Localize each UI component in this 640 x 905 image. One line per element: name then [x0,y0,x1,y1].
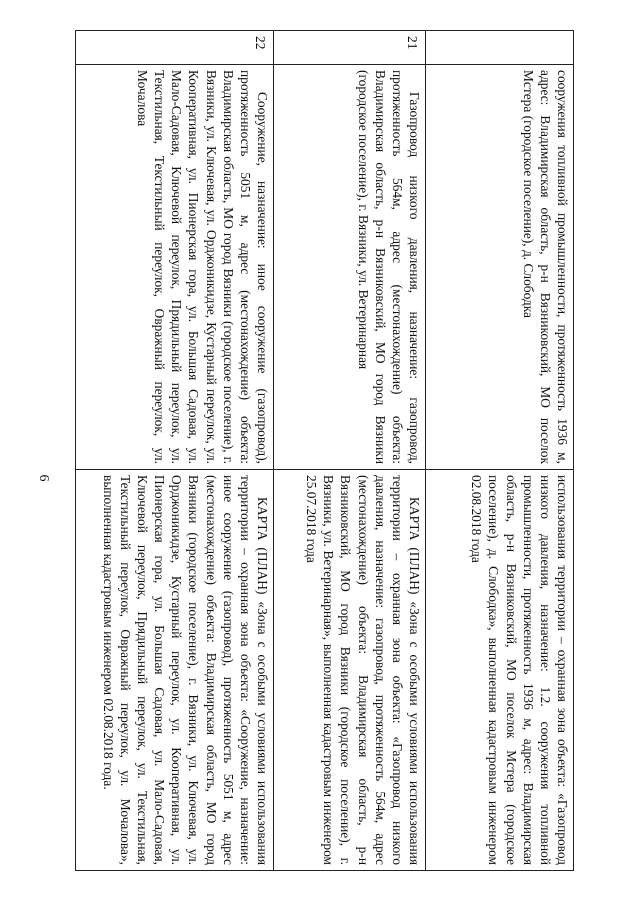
zone-document-cell [274,470,426,871]
object-description-cell [426,65,574,470]
page-number: 6 [36,474,51,482]
table-row [426,31,574,871]
object-description-cell [274,65,426,470]
object-description-cell [76,65,274,470]
object-description: Сооружение, назначение: иное сооружение (газопровод), протяженность 5051 м, адрес (местонахождение) объекта: Владимирская область, МО город Вязники (городское поселение), г. Вязники, ул. Ключевая, ул. Орджоникидзе, Кустарный переулок, ул. Кооперативная, ул. Пионерская гора, ул. Большая Садовая, ул. Мало-Садовая, Ключевой переулок, Прядильный переулок, ул. Текстильная, Текстильный переулок, Овражный переулок, ул. Мочалова [134,70,270,464]
registry-table [75,30,574,871]
row-number-cell [426,31,574,65]
table-row [274,31,426,871]
zone-document-text: КАРТА (ПЛАН) «Зона с особыми условиями использования территории – охранная зона объекта: «Газопровод низкого давления, назначение: газопровод, протяженность 564м, адрес (местонахождение) объекта: Владимирская область, р-н Вязниковский, МО город Вязники (городское поселение), г. Вязники, ул. Ветеринарная», выполненная кадастровым инженером 25.07.2018 года [304,475,422,865]
zone-document-text: использования территории – охранная зона объекта: «Газопровод низкого давления, назначение: 1.2. сооружения топливной промышленности, протяженность 1936 м, адрес: Владимирская область, р-н Вязниковский, МО поселок Мстера (городское поселение), д. Слободка», выполненная кадастровым инженером 02.08.2018 года [469,475,570,865]
rotated-table-wrapper [76,30,574,870]
zone-document-cell [76,470,274,871]
row-number-cell: 22 [76,31,274,65]
table-row [76,31,274,871]
zone-document-text: КАРТА (ПЛАН) «Зона с особыми условиями использования территории – охранная зона объекта: «Сооружение, назначение: иное сооружение (газопровод), протяженность 5051 м, адрес (местонахождение) объекта: Владимирская область, МО город Вязники (городское поселение), г. Вязники, ул. Ключевая, ул. Орджоникидзе, Кустарный переулок, ул. Кооперативная, ул. Пионерская гора, ул. Большая Садовая, ул. Мало-Садовая, Ключевой переулок, Прядильный переулок, ул. Текстильная, Текстильный переулок, Овражный переулок, ул. Мочалова», выполненная кадастровым инженером 02.08.2018 года. [100,475,270,865]
zone-document-cell [426,470,574,871]
object-description: Газопровод низкого давления, назначение: газопровод, протяженность 564м, адрес (местонахождение) объекта: Владимирская область, р-н Вязниковский, МО город Вязники (городское поселение), г. Вязники, ул. Ветеринарная [355,70,422,464]
object-description: сооружения топливной промышленности, протяженность 1936 м, адрес: Владимирская область, р-н Вязниковский, МО поселок Мстера (городское поселение), д. Слободка [520,70,570,464]
row-number-cell: 21 [274,31,426,65]
